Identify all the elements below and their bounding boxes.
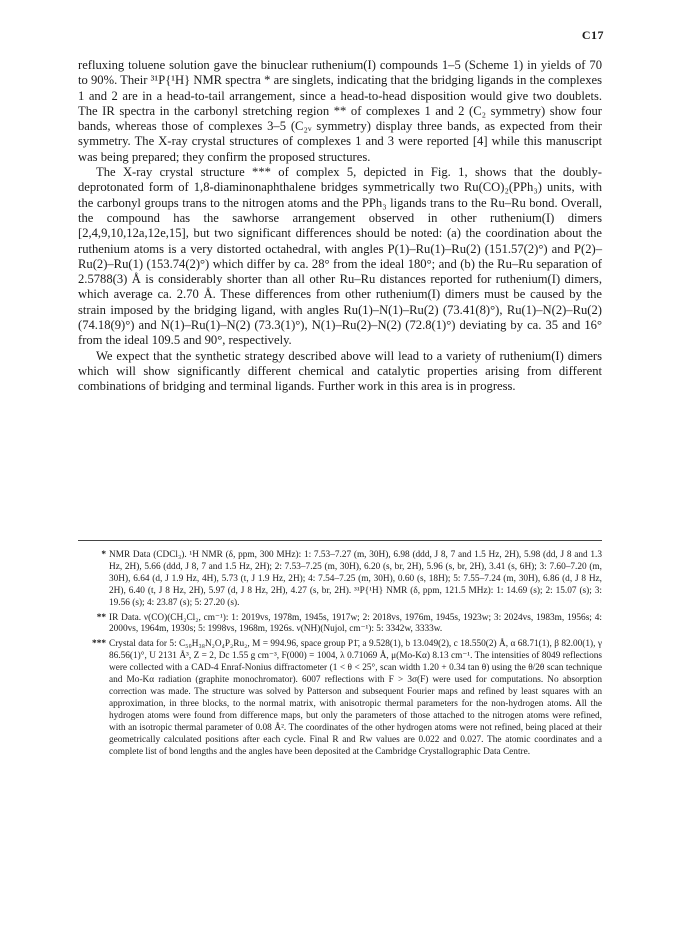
paragraph: We expect that the synthetic strategy described above will lead to a variety of ruthenium(I) dimers which will show significantly different chemical and catalytic properties arising from different combinations of bridging and terminal ligands. Further work in this area is in progress. xyxy=(78,348,602,394)
footnotes xyxy=(78,540,602,761)
footnote-text: NMR Data (CDCl₃). ¹H NMR (δ, ppm, 300 MHz): 1: 7.53–7.27 (m, 30H), 6.98 (ddd, J 8, 7 and 1.5 Hz, 2H), 5.98 (dd, J 8 and 1.3 Hz, 2H), 5.66 (ddd, J 8, 7 and 1.5 Hz, 2H); 2: 7.53–7.25 (m, 30H), 6.20 (s, br, 2H), 5.96 (s, br, 2H), 3.41 (s, 6H); 3: 7.60–7.20 (m, 30H), 6.64 (d, J 1.9 Hz, 4H), 5.73 (t, J 1.9 Hz, 2H); 4: 7.54–7.25 (m, 30H), 0.60 (s, 18H); 5: 7.55–7.24 (m, 30H), 6.86 (d, J 8 Hz, 2H), 6.40 (t, J 8 Hz, 2H), 5.97 (d, J 8 Hz, 2H), 4.27 (s, br, 2H). ³¹P{¹H} NMR (δ, ppm, 121.5 MHz): 1: 14.69 (s); 2: 15.07 (s); 3: 19.56 (s); 4: 23.87 (s); 5: 27.20 (s). xyxy=(109,550,602,608)
footnote-mark: ** xyxy=(96,612,106,623)
body-text xyxy=(78,58,602,395)
footnote-text: IR Data. ν(CO)(CH₂Cl₂, cm⁻¹): 1: 2019vs, 1978m, 1945s, 1917w; 2: 2018vs, 1976m, 1945s, 1923w; 3: 2024vs, 1983m, 1956s; 4: 2000vs, 1964m, 1930s; 5: 1998vs, 1968m, 1926s. ν(NH)(Nujol, cm⁻¹): 5: 3342w, 3333w. xyxy=(109,612,602,635)
footnote-mark: * xyxy=(101,550,106,560)
footnote-crystal-data xyxy=(78,639,602,758)
footnote-text: Crystal data for 5: C₅₀H₃₈N₂O₄P₂Ru₂, M = 994.96, space group P1̄, a 9.528(1), b 13.049(2), c 18.550(2) Å, α 68.71(1), β 82.00(1), γ 86.56(1)°, U 2131 Å³, Z = 2, Dc 1.55 g cm⁻³, F(000) = 1004, λ 0.71069 Å, μ(Mo-Kα) 8.13 cm⁻¹. The intensities of 8049 reflections were collected with a CAD-4 Enraf-Nonius diffractometer (1 < θ < 25°, scan width 1.20 + 0.34 tan θ) using the θ/2θ scan technique and Mo-Kα radiation (graphite monochromator). 6007 reflections with F > 3σ(F) were used for computations. No absorption correction was made. The structure was solved by Patterson and subsequent Fourier maps and refined by least squares with an approximation, in three blocks, to the normal matrix, with anisotropic thermal parameters for the non-hydrogen atoms. All the hydrogen atoms were found from difference maps, but only the parameters of those attached to the nitrogen atoms were refined, with an isotropic thermal parameter of 0.08 Å². The coordinates of the other hydrogen atoms were not refined, being placed at their geometrically calculated positions after each cycle. Final R and Rw values are 0.022 and 0.027. The atomic coordinates and a complete list of bond lengths and the angles have been deposited at the Cambridge Crystallographic Data Centre. xyxy=(109,639,602,757)
footnote-mark: *** xyxy=(92,639,106,650)
paragraph: refluxing toluene solution gave the binuclear ruthenium(I) compounds 1–5 (Scheme 1) in yields of 70 to 90%. Their ³¹P{¹H} NMR spectra * are singlets, indicating that the bridging ligands in the complexes 1 and 2 are in a head-to-tail arrangement, since a head-to-head disposition would give two doublets. The IR spectra in the carbonyl stretching region ** of complexes 1 and 2 (C₂ symmetry) show four bands, whereas those of complexes 3–5 (C₂ᵥ symmetry) display three bands, as expected from their symmetry. The X-ray crystal structures of complexes 1 and 3 were reported [4] while this manuscript was being prepared; they confirm the proposed structures. xyxy=(78,58,602,164)
footnote-nmr xyxy=(78,550,602,610)
page-number: C17 xyxy=(581,28,604,42)
footnote-ir xyxy=(78,613,602,637)
paragraph: The X-ray crystal structure *** of complex 5, depicted in Fig. 1, shows that the doubly-deprotonated form of 1,8-diaminonaphthalene bridges symmetrically two Ru(CO)₂(PPh₃) units, with the carbonyl groups trans to the nitrogen atoms and the PPh₃ ligands trans to the Ru–Ru bond. Overall, the compound has the sawhorse arrangement observed in other ruthenium(I) dimers [2,4,9,10,12a,12e,15], but two significant differences should be noted: (a) the coordination about the ruthenium atoms is a very distorted octahedral, with angles P(1)–Ru(1)–Ru(2) (151.57(2)°) and P(2)–Ru(2)–Ru(1) (153.74(2)°) which differ by ca. 28° from the ideal 180°; and (b) the Ru–Ru separation of 2.5788(3) Å is considerably shorter than all other Ru–Ru distances reported for ruthenium(I) dimers, which average ca. 2.70 Å. These differences from other ruthenium(I) dimers must be caused by the strain imposed by the bridging ligand, with angles Ru(1)–N(1)–Ru(2) (73.41(8)°), Ru(1)–N(2)–Ru(2) (74.18(9)°) and N(1)–Ru(1)–N(2) (73.3(1)°), N(1)–Ru(2)–N(2) (72.8(1)°) deviating by ca. 35 and 16° from the ideal 109.5 and 90°, respectively. xyxy=(78,165,602,348)
